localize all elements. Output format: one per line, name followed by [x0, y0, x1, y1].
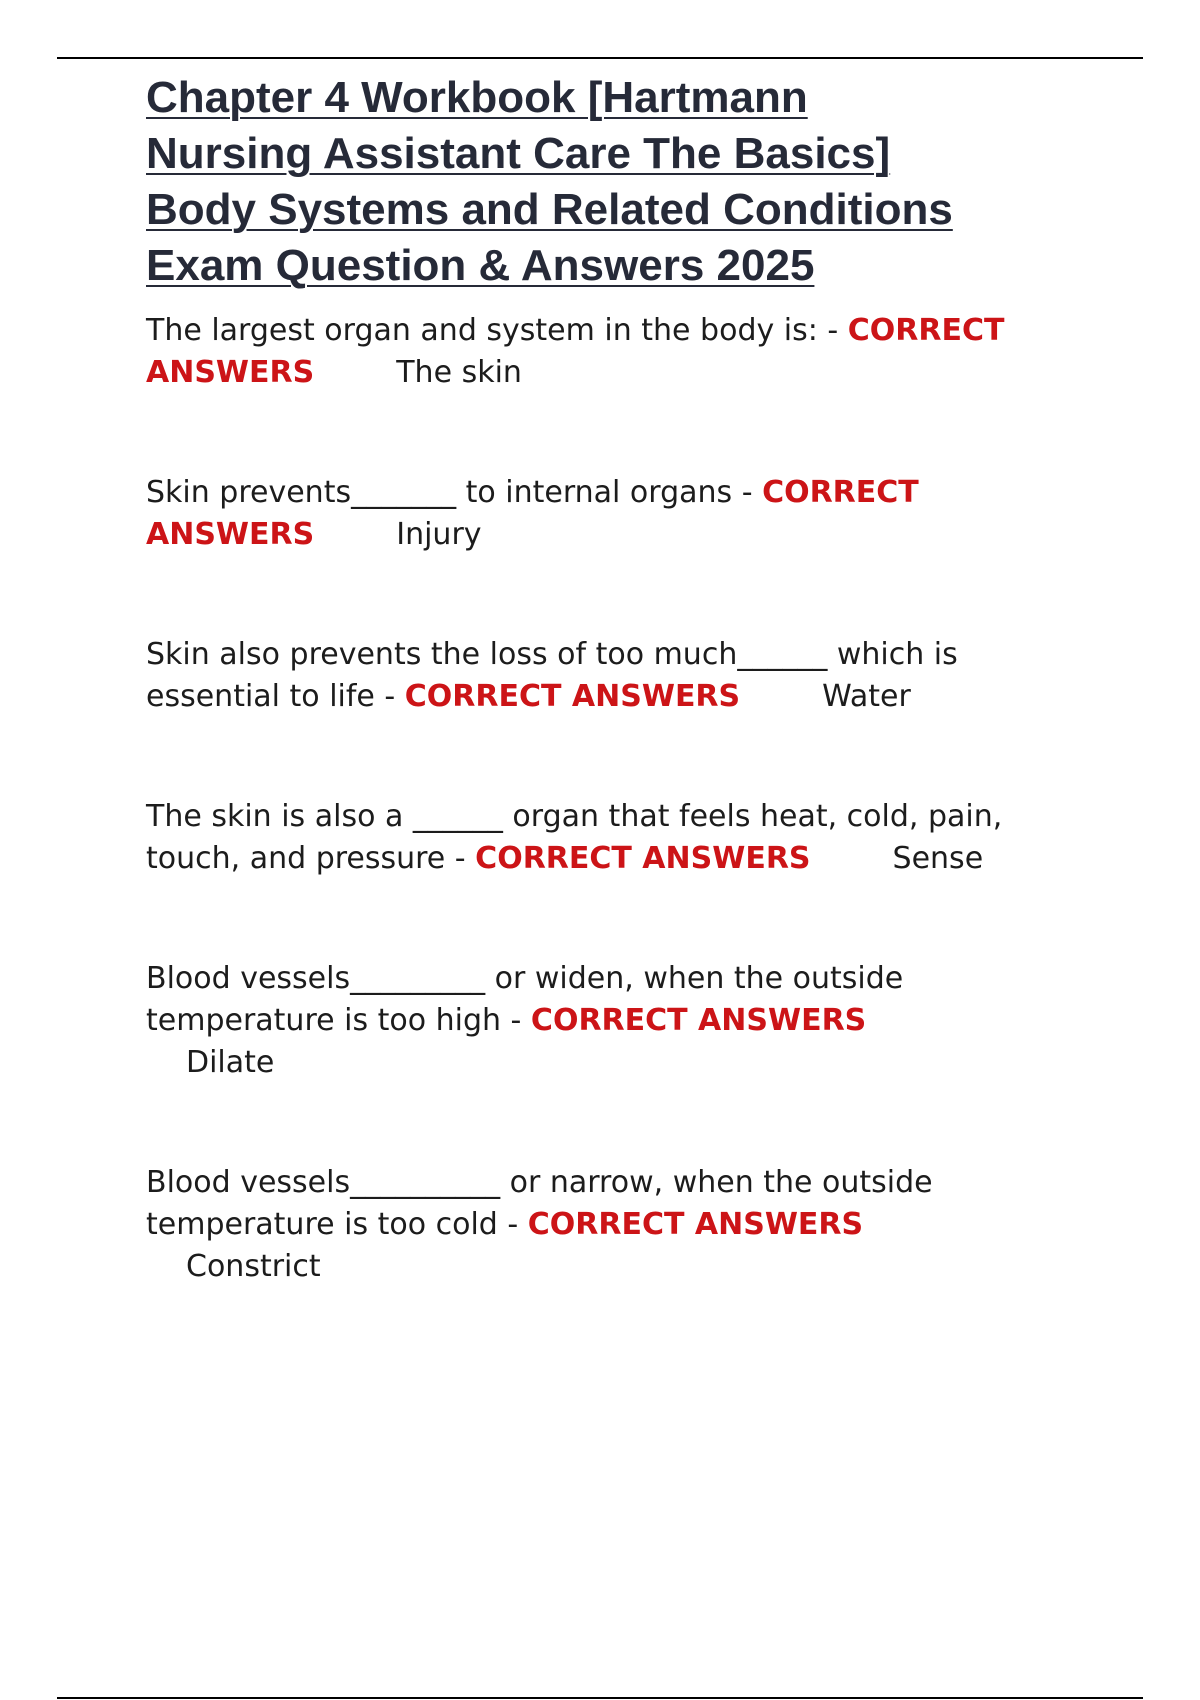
bottom-rule — [57, 1697, 1143, 1699]
answer-text: Sense — [892, 841, 984, 876]
answer-text: The skin — [396, 355, 522, 390]
qa-item — [146, 796, 1086, 880]
title-line: Exam Question & Answers 2025 — [146, 241, 815, 290]
question-text: Blood vessels__________ or narrow, when the outside — [146, 1165, 933, 1200]
correct-answers-label: CORRECT — [762, 475, 919, 510]
answer-text: Dilate — [186, 1045, 275, 1080]
answer-text: Water — [822, 679, 911, 714]
top-rule — [57, 57, 1143, 59]
qa-item — [146, 1162, 1086, 1288]
question-text: The largest organ and system in the body is: - — [146, 313, 848, 348]
correct-answers-label: ANSWERS — [146, 517, 315, 552]
qa-item — [146, 634, 1086, 718]
correct-answers-label: CORRECT ANSWERS — [475, 841, 811, 876]
answer-text: Injury — [396, 517, 482, 552]
question-text: The skin is also a ______ organ that feels heat, cold, pain, — [146, 799, 1003, 834]
question-text: temperature is too cold - — [146, 1207, 528, 1242]
qa-item — [146, 958, 1086, 1084]
title-line: Chapter 4 Workbook [Hartmann — [146, 73, 808, 122]
title-line: Nursing Assistant Care The Basics] — [146, 129, 891, 178]
document-title — [146, 70, 1086, 294]
qa-item — [146, 472, 1086, 556]
correct-answers-label: CORRECT ANSWERS — [527, 1207, 864, 1242]
correct-answers-label: CORRECT ANSWERS — [530, 1003, 867, 1038]
question-text: Skin prevents_______ to internal organs - — [146, 475, 763, 510]
question-text: Blood vessels_________ or widen, when the outside — [146, 961, 904, 996]
correct-answers-label: CORRECT — [847, 313, 1005, 348]
question-text: touch, and pressure - — [146, 841, 476, 876]
question-text: essential to life - — [146, 679, 405, 714]
answer-text: Constrict — [186, 1249, 321, 1284]
title-line: Body Systems and Related Conditions — [146, 185, 953, 234]
correct-answers-label: ANSWERS — [146, 355, 315, 390]
qa-item — [146, 310, 1086, 394]
correct-answers-label: CORRECT ANSWERS — [404, 679, 741, 714]
question-text: Skin also prevents the loss of too much______ which is — [146, 637, 958, 672]
document-body — [146, 70, 1086, 1288]
question-text: temperature is too high - — [146, 1003, 531, 1038]
